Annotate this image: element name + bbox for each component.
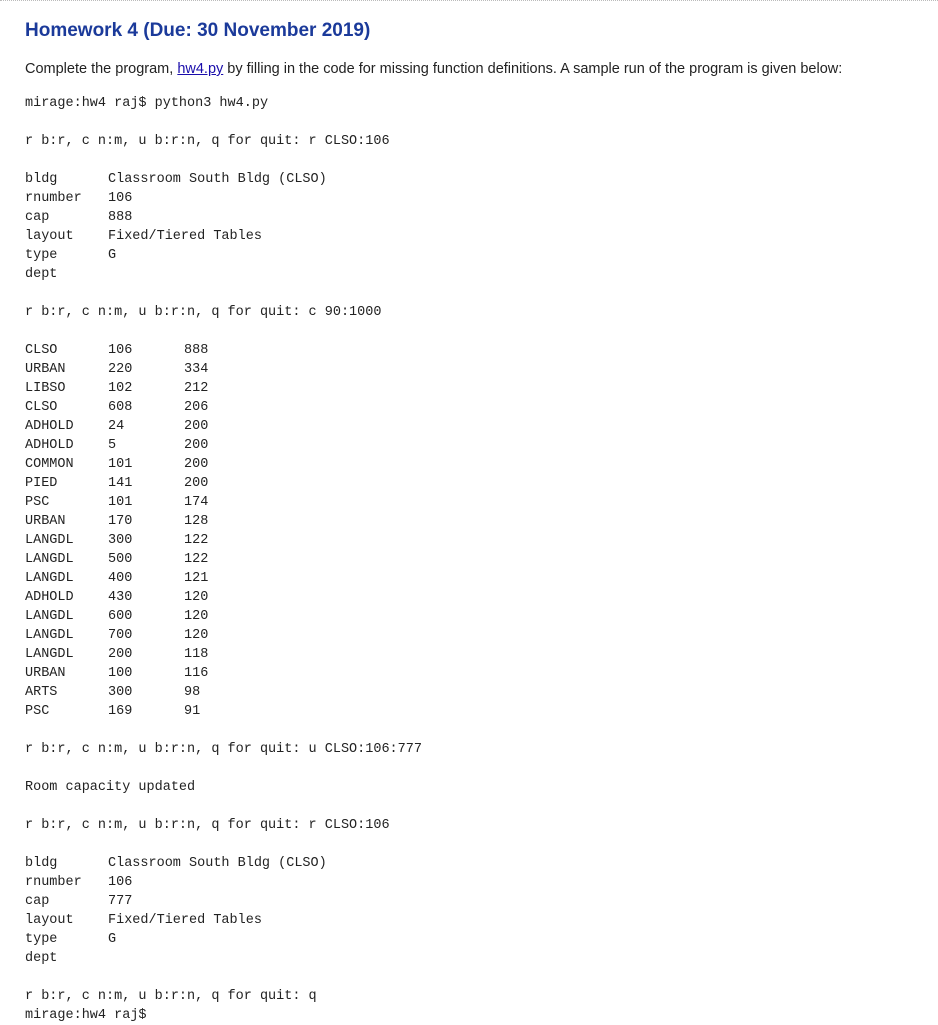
room-capacity: 200: [184, 476, 209, 491]
room-capacity: 121: [184, 571, 209, 586]
field-label: cap: [25, 894, 50, 909]
room-capacity: 334: [184, 362, 209, 377]
room-capacity: 122: [184, 533, 209, 548]
terminal-transcript: [25, 94, 925, 1025]
room-number: 608: [108, 400, 133, 415]
field-value: G: [108, 248, 117, 263]
hw4-file-link[interactable]: hw4.py: [177, 61, 224, 77]
capacity-row: [25, 588, 925, 607]
building-code: CLSO: [25, 343, 58, 358]
building-code: CLSO: [25, 400, 58, 415]
building-code: URBAN: [25, 666, 66, 681]
capacity-row: [25, 702, 925, 721]
building-code: PSC: [25, 495, 50, 510]
building-code: LANGDL: [25, 628, 74, 643]
intro-text-after: by filling in the code for missing function definitions. A sample run of the program is given below:: [223, 61, 843, 77]
field-label: rnumber: [25, 875, 82, 890]
building-code: LIBSO: [25, 381, 66, 396]
capacity-results: [25, 341, 925, 721]
prompt-update-capacity: r b:r, c n:m, u b:r:n, q for quit: u CLSO:106:777: [25, 742, 422, 757]
capacity-row: [25, 455, 925, 474]
room-details-before: [25, 170, 925, 284]
building-code: ARTS: [25, 685, 58, 700]
room-capacity: 174: [184, 495, 209, 510]
intro-text-before: Complete the program,: [25, 61, 178, 77]
field-value: 106: [108, 875, 133, 890]
room-field: [25, 246, 925, 265]
room-number: 300: [108, 533, 133, 548]
room-number: 101: [108, 495, 133, 510]
room-number: 141: [108, 476, 133, 491]
room-capacity: 200: [184, 457, 209, 472]
room-capacity: 120: [184, 609, 209, 624]
room-field: [25, 189, 925, 208]
room-number: 170: [108, 514, 133, 529]
field-value: Classroom South Bldg (CLSO): [108, 172, 327, 187]
room-number: 700: [108, 628, 133, 643]
building-code: URBAN: [25, 514, 66, 529]
field-label: rnumber: [25, 191, 82, 206]
top-divider: [0, 0, 938, 1]
room-number: 106: [108, 343, 133, 358]
field-label: bldg: [25, 856, 58, 871]
room-number: 400: [108, 571, 133, 586]
building-code: PSC: [25, 704, 50, 719]
capacity-row: [25, 607, 925, 626]
field-value: G: [108, 932, 117, 947]
building-code: LANGDL: [25, 647, 74, 662]
room-capacity: 206: [184, 400, 209, 415]
update-message: Room capacity updated: [25, 780, 196, 795]
room-field: [25, 854, 925, 873]
room-capacity: 122: [184, 552, 209, 567]
field-label: layout: [25, 913, 74, 928]
room-number: 102: [108, 381, 133, 396]
field-value: Classroom South Bldg (CLSO): [108, 856, 327, 871]
building-code: LANGDL: [25, 552, 74, 567]
room-capacity: 212: [184, 381, 209, 396]
capacity-row: [25, 683, 925, 702]
prompt-quit: r b:r, c n:m, u b:r:n, q for quit: q: [25, 989, 317, 1004]
building-code: LANGDL: [25, 571, 74, 586]
field-label: layout: [25, 229, 74, 244]
room-number: 430: [108, 590, 133, 605]
field-label: dept: [25, 951, 58, 966]
building-code: PIED: [25, 476, 58, 491]
room-capacity: 98: [184, 685, 201, 700]
room-number: 220: [108, 362, 133, 377]
building-code: LANGDL: [25, 533, 74, 548]
field-value: Fixed/Tiered Tables: [108, 913, 262, 928]
room-field: [25, 208, 925, 227]
room-capacity: 200: [184, 419, 209, 434]
room-number: 100: [108, 666, 133, 681]
room-number: 200: [108, 647, 133, 662]
field-label: cap: [25, 210, 50, 225]
room-capacity: 200: [184, 438, 209, 453]
capacity-row: [25, 645, 925, 664]
page-title: Homework 4 (Due: 30 November 2019): [25, 20, 371, 41]
prompt-read-room-again: r b:r, c n:m, u b:r:n, q for quit: r CLSO:106: [25, 818, 390, 833]
prompt-capacity-range: r b:r, c n:m, u b:r:n, q for quit: c 90:1000: [25, 305, 382, 320]
room-number: 24: [108, 419, 125, 434]
building-code: LANGDL: [25, 609, 74, 624]
capacity-row: [25, 341, 925, 360]
capacity-row: [25, 398, 925, 417]
building-code: ADHOLD: [25, 438, 74, 453]
capacity-row: [25, 379, 925, 398]
room-field: [25, 892, 925, 911]
building-code: ADHOLD: [25, 590, 74, 605]
room-number: 101: [108, 457, 133, 472]
room-number: 500: [108, 552, 133, 567]
capacity-row: [25, 493, 925, 512]
field-label: bldg: [25, 172, 58, 187]
launch-command: mirage:hw4 raj$ python3 hw4.py: [25, 96, 269, 111]
capacity-row: [25, 417, 925, 436]
room-field: [25, 227, 925, 246]
capacity-row: [25, 474, 925, 493]
prompt-read-room: r b:r, c n:m, u b:r:n, q for quit: r CLSO:106: [25, 134, 390, 149]
room-capacity: 116: [184, 666, 209, 681]
capacity-row: [25, 664, 925, 683]
capacity-row: [25, 569, 925, 588]
room-field: [25, 949, 925, 968]
room-capacity: 120: [184, 628, 209, 643]
capacity-row: [25, 436, 925, 455]
room-field: [25, 170, 925, 189]
room-number: 300: [108, 685, 133, 700]
building-code: ADHOLD: [25, 419, 74, 434]
room-field: [25, 265, 925, 284]
room-field: [25, 930, 925, 949]
capacity-row: [25, 626, 925, 645]
room-number: 169: [108, 704, 133, 719]
capacity-row: [25, 531, 925, 550]
room-capacity: 128: [184, 514, 209, 529]
building-code: COMMON: [25, 457, 74, 472]
room-capacity: 91: [184, 704, 201, 719]
room-number: 600: [108, 609, 133, 624]
capacity-row: [25, 512, 925, 531]
field-value: 777: [108, 894, 133, 909]
field-label: type: [25, 932, 58, 947]
room-capacity: 888: [184, 343, 209, 358]
room-field: [25, 873, 925, 892]
field-label: dept: [25, 267, 58, 282]
final-shell-prompt: mirage:hw4 raj$: [25, 1008, 147, 1023]
field-value: 106: [108, 191, 133, 206]
field-value: 888: [108, 210, 133, 225]
capacity-row: [25, 360, 925, 379]
room-capacity: 120: [184, 590, 209, 605]
room-details-after: [25, 854, 925, 968]
intro-paragraph: [25, 61, 842, 77]
capacity-row: [25, 550, 925, 569]
building-code: URBAN: [25, 362, 66, 377]
field-label: type: [25, 248, 58, 263]
room-number: 5: [108, 438, 117, 453]
field-value: Fixed/Tiered Tables: [108, 229, 262, 244]
room-capacity: 118: [184, 647, 209, 662]
room-field: [25, 911, 925, 930]
